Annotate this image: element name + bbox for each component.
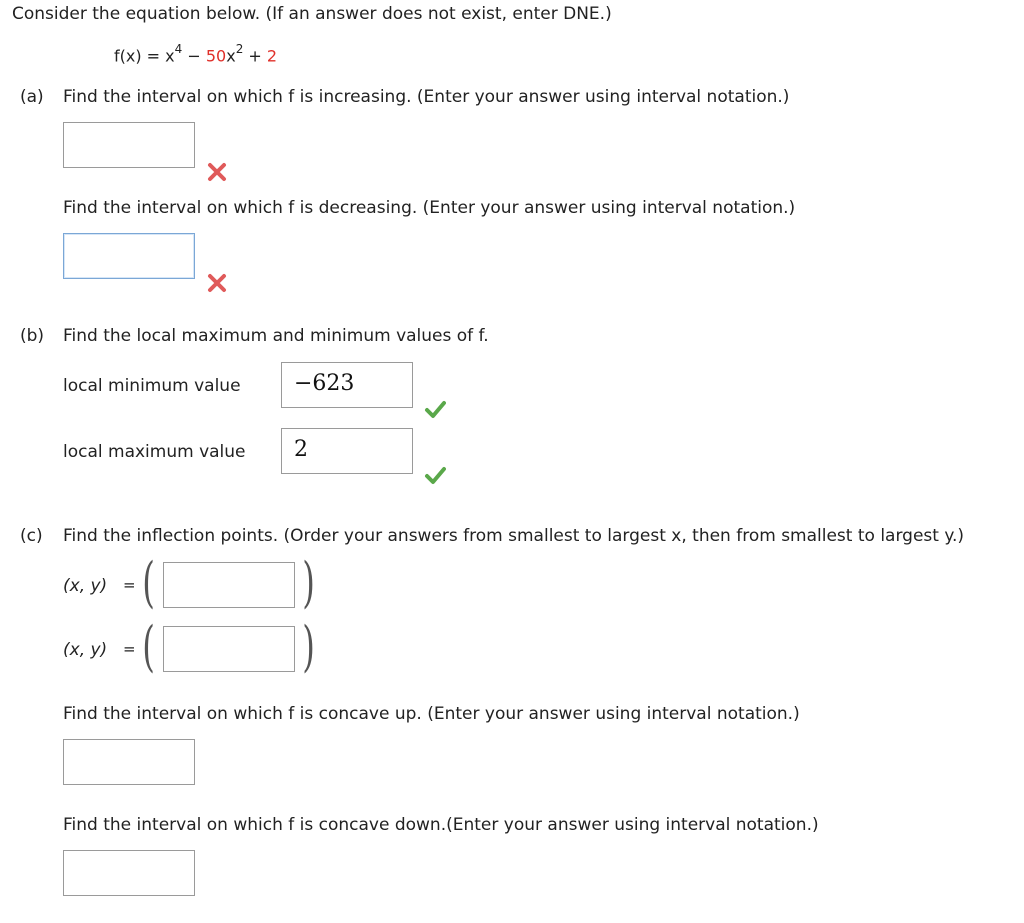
local-max-label: local maximum value — [63, 442, 246, 462]
part-a-label: (a) — [20, 87, 44, 107]
correct-checkmark-icon — [424, 464, 446, 486]
equation-coef: 50 — [205, 46, 227, 66]
inflection-point-2-input[interactable] — [163, 626, 295, 672]
incorrect-x-icon — [206, 161, 228, 183]
equation-minus: − — [182, 46, 206, 66]
local-min-input[interactable]: −623 — [281, 362, 413, 408]
equation-x2: x — [226, 46, 236, 66]
incorrect-x-icon — [206, 272, 228, 294]
instruction-text: Consider the equation below. (If an answer does not exist, enter DNE.) — [12, 4, 612, 24]
left-paren: ( — [142, 615, 155, 678]
equation-constant: 2 — [266, 46, 278, 66]
decreasing-prompt: Find the interval on which f is decreasing. (Enter your answer using interval notation.) — [63, 198, 796, 218]
inflection-prompt: Find the inflection points. (Order your answers from smallest to largest x, then from smallest to largest y.) — [63, 526, 965, 546]
concave-down-prompt: Find the interval on which f is concave down.(Enter your answer using interval notation.) — [63, 815, 819, 835]
point1-label: (x, y) — [63, 576, 108, 596]
right-paren: ) — [302, 615, 315, 678]
local-extrema-prompt: Find the local maximum and minimum values of f. — [63, 326, 489, 346]
local-max-input[interactable]: 2 — [281, 428, 413, 474]
increasing-prompt: Find the interval on which f is increasing. (Enter your answer using interval notation.) — [63, 87, 790, 107]
concave-up-prompt: Find the interval on which f is concave up. (Enter your answer using interval notation.) — [63, 704, 800, 724]
equation-plus: + — [243, 46, 267, 66]
equation-exp2: 2 — [235, 42, 244, 56]
concave-up-input[interactable] — [63, 739, 195, 785]
part-b-label: (b) — [20, 326, 45, 346]
point2-equals: = — [123, 640, 136, 658]
local-min-label: local minimum value — [63, 376, 241, 396]
right-paren: ) — [302, 551, 315, 614]
equation — [114, 44, 277, 65]
inflection-point-1-input[interactable] — [163, 562, 295, 608]
point1-equals: = — [123, 576, 136, 594]
correct-checkmark-icon — [424, 398, 446, 420]
point2-label: (x, y) — [63, 640, 108, 660]
equation-exp1: 4 — [174, 42, 183, 56]
equation-lhs: f(x) = x — [114, 46, 175, 66]
decreasing-input[interactable] — [63, 233, 195, 279]
increasing-input[interactable] — [63, 122, 195, 168]
left-paren: ( — [142, 551, 155, 614]
part-c-label: (c) — [20, 526, 43, 546]
concave-down-input[interactable] — [63, 850, 195, 896]
